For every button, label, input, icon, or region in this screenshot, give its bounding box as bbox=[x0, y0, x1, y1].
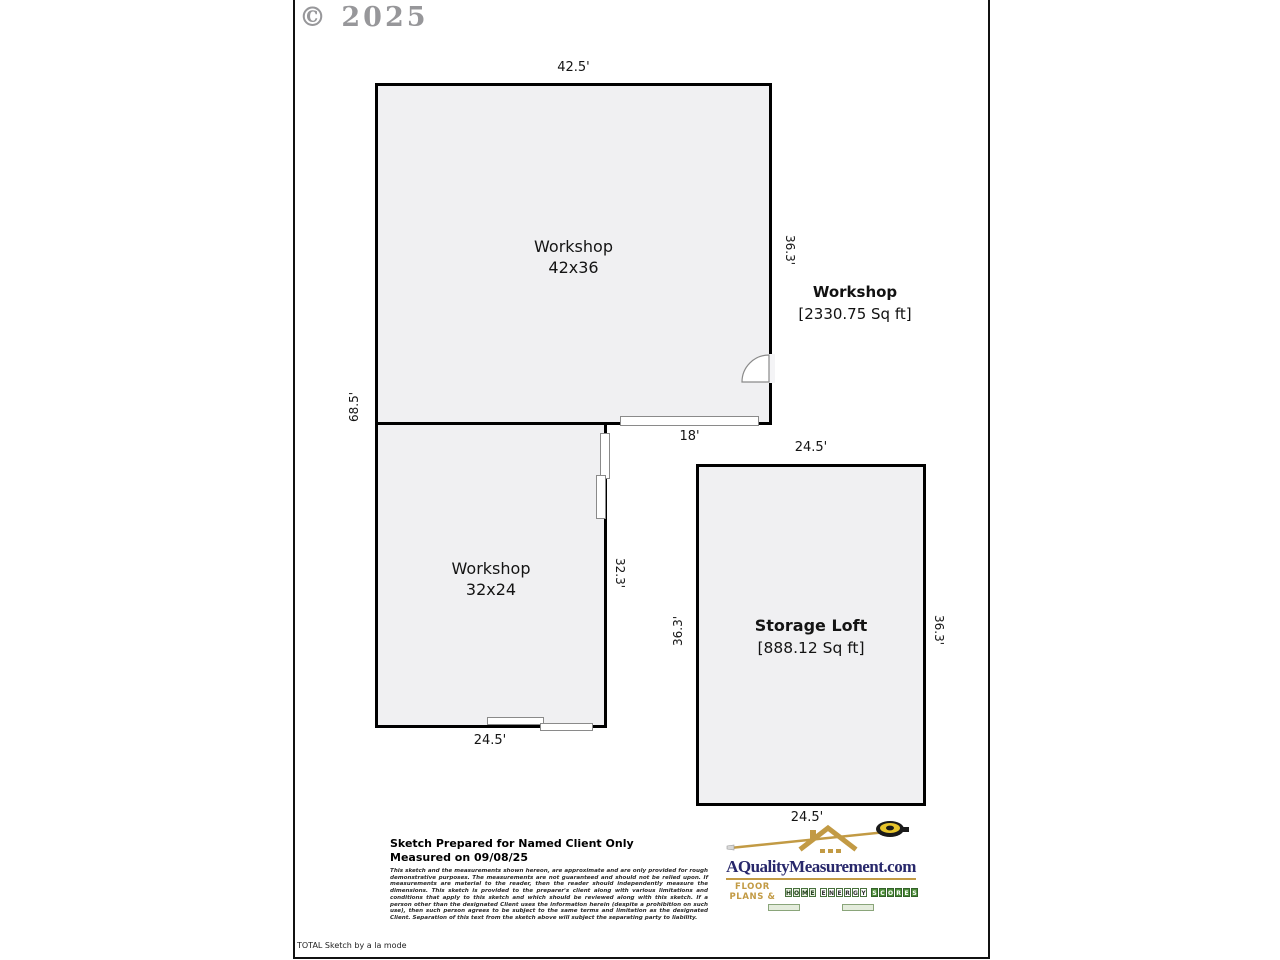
dim-main-right: 36.3' bbox=[783, 234, 797, 266]
tagline-word-home: H O M E bbox=[786, 889, 815, 897]
dim-storage-bottom: 24.5' bbox=[790, 810, 824, 825]
logo-sub-badges bbox=[724, 904, 918, 911]
logo-divider bbox=[726, 878, 916, 880]
logo-tagline bbox=[724, 882, 918, 902]
measured-on-line: Measured on 09/08/25 bbox=[390, 851, 528, 864]
room-name: Storage Loft bbox=[754, 616, 868, 635]
room-size: 42x36 bbox=[548, 258, 599, 277]
room-size: 32x24 bbox=[465, 580, 517, 599]
room-name: Workshop bbox=[451, 559, 531, 578]
logo-site-name: AQualityMeasurement.com bbox=[726, 857, 916, 876]
tagline-prefix: FLOOR PLANS & bbox=[729, 882, 776, 902]
sliding-door-panel bbox=[540, 723, 593, 731]
dim-storage-right: 36.3' bbox=[932, 614, 946, 646]
dim-main-left: 68.5' bbox=[347, 391, 361, 423]
sliding-door-panel bbox=[487, 717, 544, 725]
room-area: [888.12 Sq ft] bbox=[757, 639, 865, 657]
tagline-word-scores: S C O R E S bbox=[872, 889, 917, 897]
callout-area: [2330.75 Sq ft] bbox=[798, 305, 912, 323]
sliding-door-panel bbox=[600, 433, 610, 479]
dim-main-top: 42.5' bbox=[557, 60, 590, 75]
software-credit: TOTAL Sketch by a la mode bbox=[297, 941, 407, 950]
door-swing-icon bbox=[735, 348, 775, 388]
workshop-area-callout bbox=[790, 281, 920, 325]
footer-disclaimer-block bbox=[390, 837, 708, 922]
workshop-lower-label bbox=[375, 558, 607, 600]
callout-name: Workshop bbox=[812, 283, 898, 301]
tagline-word-energy: E N E R G Y bbox=[821, 889, 866, 897]
dim-storage-left: 36.3' bbox=[671, 615, 685, 647]
dim-lower-bottom: 24.5' bbox=[473, 733, 507, 748]
room-name: Workshop bbox=[534, 237, 613, 256]
sliding-door-panel bbox=[596, 475, 606, 519]
prepared-for-line: Sketch Prepared for Named Client Only bbox=[390, 837, 634, 850]
disclaimer-text: This sketch and the measurements shown hereon, are approximate and are only provided for rough demonstrative purposes. The measurements are not guaranteed and should not be relied upon. If measurements are material to the reader, then the reader should independently measure the dimensions. This sketch is provided to the preparer's client along with various limitations and conditions that apply to this sketch and which should be reviewed along with this sketch. If a person other than the designated Client uses the information herein (despite a prohibition on such use), then such person agrees to be subject to the same terms and limitation as the designated Client. Separation of this text from the sketch above will subject the separating party to liability. bbox=[390, 868, 708, 921]
copyright-watermark: © 2025 bbox=[299, 2, 429, 33]
tape-measure-house-icon bbox=[724, 818, 918, 854]
dim-lower-right: 32.3' bbox=[613, 557, 627, 589]
garage-door-18ft bbox=[620, 416, 759, 426]
company-logo bbox=[724, 818, 918, 911]
workshop-main-label bbox=[375, 236, 772, 278]
storage-loft-label bbox=[696, 615, 926, 659]
dim-opening-18: 18' bbox=[679, 429, 700, 444]
dim-storage-top: 24.5' bbox=[794, 440, 828, 455]
